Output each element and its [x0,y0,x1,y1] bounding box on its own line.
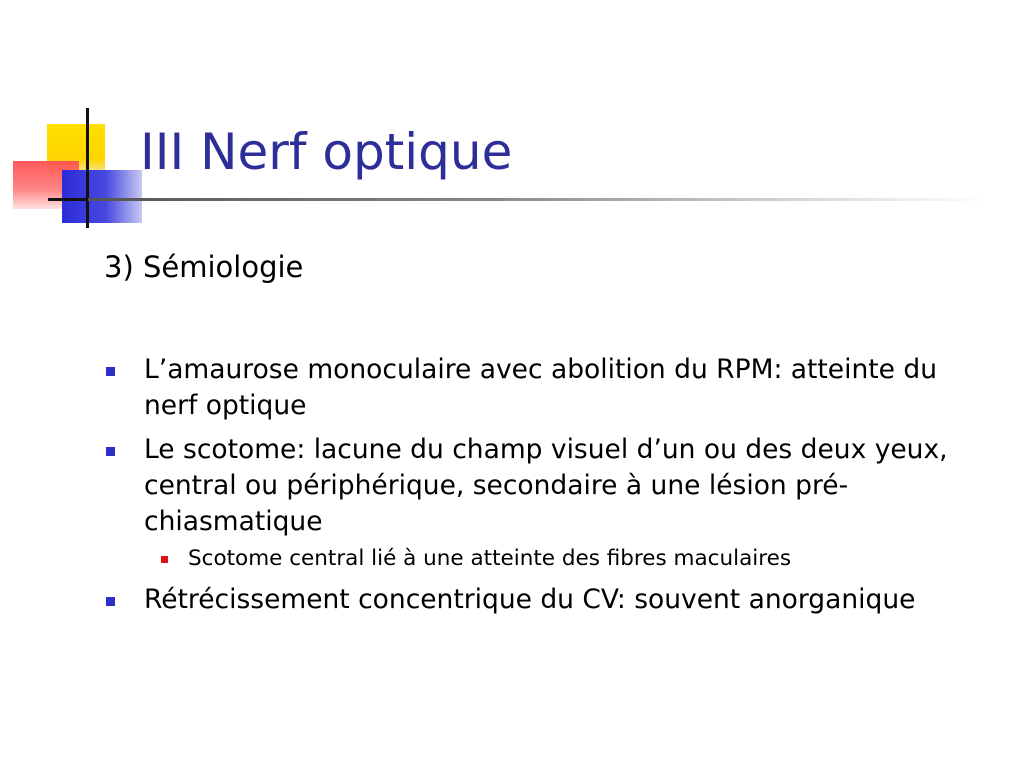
square-bullet-icon [106,597,115,606]
decorative-squares-logo [0,0,150,240]
bullet-item [104,352,984,424]
sub-bullet-item [144,544,984,574]
square-bullet-icon [106,367,115,376]
bullet-item [104,432,984,574]
sub-bullet-text: Scotome central lié à une atteinte des fibres maculaires [188,546,792,571]
sub-bullet-list [144,544,984,574]
slide-title: III Nerf optique [140,123,513,181]
logo-vertical-line [86,108,89,228]
bullet-item [104,582,984,618]
bullet-text: Le scotome: lacune du champ visuel d’un ou des deux yeux, central ou périphérique, secondaire à une lésion pré-chiasmatique [144,434,948,537]
logo-blue-square [62,170,142,223]
square-bullet-icon [106,447,115,456]
slide-subtitle: 3) Sémiologie [104,250,304,284]
bullet-text: L’amaurose monoculaire avec abolition du RPM: atteinte du nerf optique [144,354,938,421]
red-square-bullet-icon [161,556,168,563]
title-underline-rule [88,198,988,201]
bullet-list [104,352,984,626]
bullet-text: Rétrécissement concentrique du CV: souvent anorganique [144,584,916,615]
